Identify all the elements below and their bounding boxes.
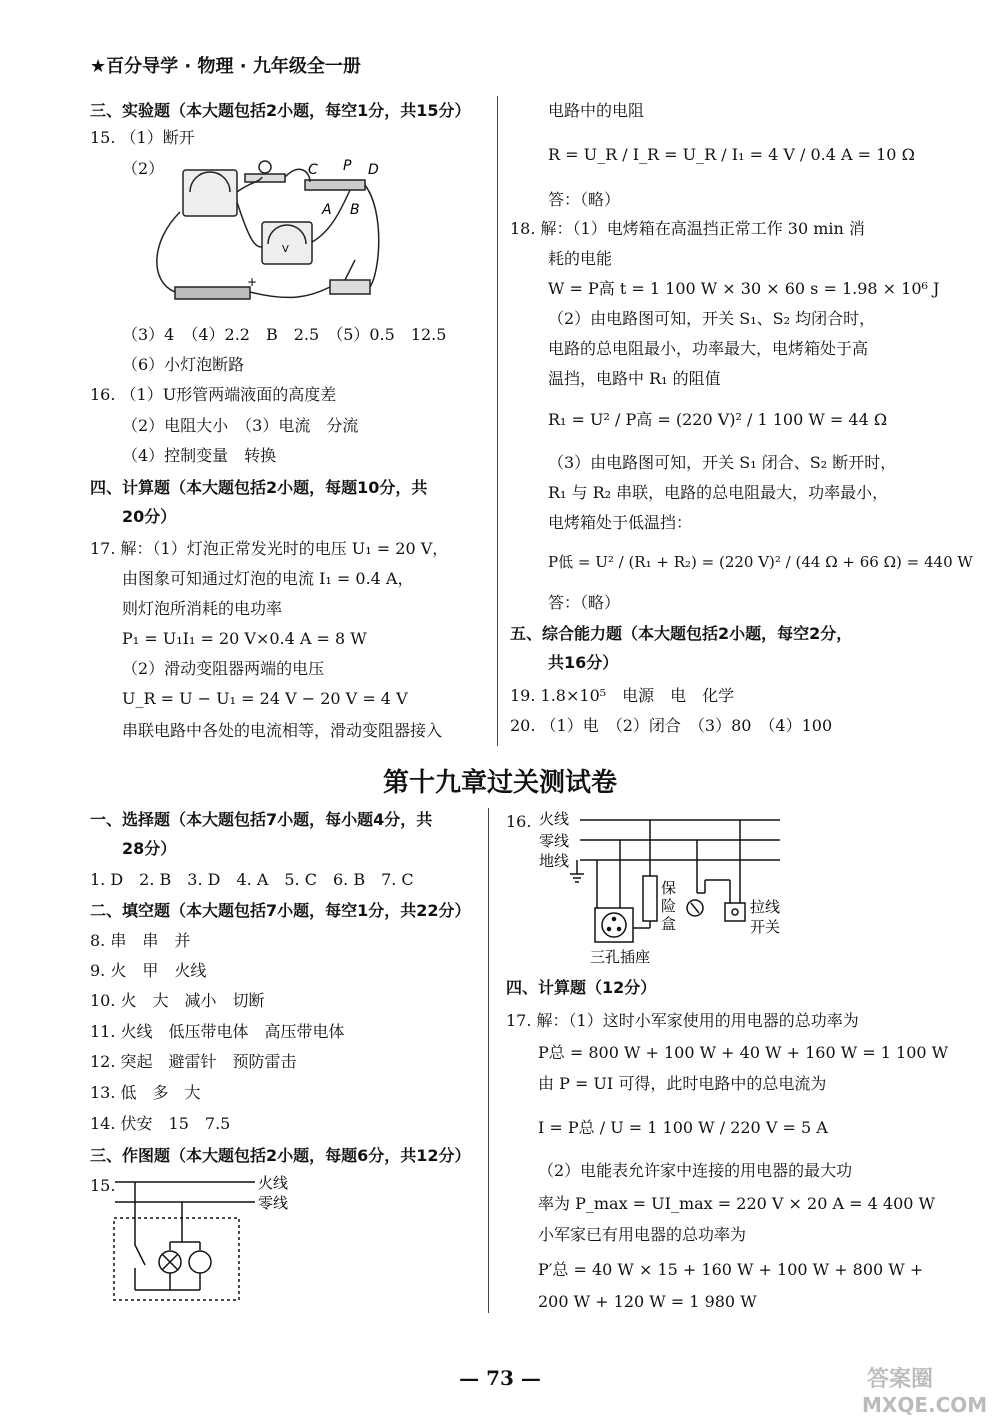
section-heading: 四、计算题（12分） xyxy=(506,978,657,997)
label-ground: 地线 xyxy=(539,852,570,870)
answer-line: （2）滑动变阻器两端的电压 xyxy=(122,659,325,678)
switch-icon xyxy=(135,1245,145,1265)
section-heading: 共16分） xyxy=(548,653,619,672)
formula-line: U_R = U − U₁ = 24 V − 20 V = 4 V xyxy=(122,689,408,708)
answer-line: 由图象可知通过灯泡的电流 I₁ = 0.4 A， xyxy=(122,569,414,588)
star-icon: ★ xyxy=(90,56,107,77)
label-a: A xyxy=(322,202,332,218)
label-c: C xyxy=(308,162,318,178)
answer-line: 答：（略） xyxy=(548,593,621,612)
column-divider xyxy=(488,808,489,1313)
column-divider xyxy=(497,96,498,746)
section-heading: 20分） xyxy=(122,507,177,526)
watermark-logo xyxy=(822,1362,992,1422)
formula-line: R = U_R / I_R = U_R / I₁ = 4 V / 0.4 A = 10 Ω xyxy=(548,145,915,164)
answer-line: 13. 低 多 大 xyxy=(90,1083,201,1102)
voltmeter-icon xyxy=(262,222,312,264)
answer-line: 串联电路中各处的电流相等，滑动变阻器接入 xyxy=(122,721,443,740)
answer-line: 则灯泡所消耗的电功率 xyxy=(122,599,283,618)
book-title: 百分导学 · 物理 · 九年级全一册 xyxy=(106,56,361,77)
answer-line: 电路的总电阻最小，功率最大，电烤箱处于高 xyxy=(548,339,869,358)
label-d: D xyxy=(368,162,379,178)
formula-line: P低 = U² / (R₁ + R₂) = (220 V)² / (44 Ω + 66 Ω) = 440 W xyxy=(548,553,973,571)
svg-text:答案圈: 答案圈 xyxy=(867,1367,934,1392)
answer-line: 温挡，电路中 R₁ 的阻值 xyxy=(548,369,721,388)
formula-line: P′总 = 40 W × 15 + 160 W + 100 W + 800 W + xyxy=(538,1260,924,1279)
section-heading: 28分） xyxy=(122,839,177,858)
label-socket: 三孔插座 xyxy=(590,948,651,966)
label-live: 火线 xyxy=(258,1174,289,1192)
answer-line: （3）由电路图可知，开关 S₁ 闭合、S₂ 断开时， xyxy=(548,453,897,472)
formula-line: P总 = 800 W + 100 W + 40 W + 160 W = 1 100 W xyxy=(538,1043,949,1062)
answer-line: 电路中的电阻 xyxy=(548,101,645,120)
socket-icon xyxy=(189,1251,211,1273)
answer-line: 20. （1）电 （2）闭合 （3）80 （4）100 xyxy=(510,716,833,735)
answer-line: 11. 火线 低压带电体 高压带电体 xyxy=(90,1022,345,1041)
page-header xyxy=(90,52,361,78)
formula-line: 率为 P_max = UI_max = 220 V × 20 A = 4 400 W xyxy=(538,1194,935,1213)
section-heading: 四、计算题（本大题包括2小题，每题10分，共 xyxy=(90,478,428,497)
label-b: B xyxy=(350,202,360,218)
answer-line: 1. D 2. B 3. D 4. A 5. C 6. B 7. C xyxy=(90,870,414,889)
svg-text:MXQE.COM: MXQE.COM xyxy=(862,1393,988,1417)
section-heading: 一、选择题（本大题包括7小题，每小题4分，共 xyxy=(90,810,433,829)
answer-line: （3）4 （4）2.2 B 2.5 （5）0.5 12.5 xyxy=(122,325,447,344)
answer-line: 小军家已有用电器的总功率为 xyxy=(538,1225,747,1244)
answer-line: （2）电能表允许家中连接的用电器的最大功 xyxy=(538,1161,853,1180)
answer-line: （2） xyxy=(122,159,165,178)
label-neutral: 零线 xyxy=(539,832,570,850)
ammeter-icon xyxy=(183,170,237,216)
answer-line: 耗的电能 xyxy=(548,249,613,268)
wiring-figure-15 xyxy=(110,1170,310,1305)
formula-line: W = P高 t = 1 100 W × 30 × 60 s = 1.98 × 10⁶ J xyxy=(548,279,940,298)
answer-line: 18. 解：（1）电烤箱在高温挡正常工作 30 min 消 xyxy=(510,219,865,238)
label-neutral: 零线 xyxy=(258,1194,289,1212)
answer-line: R₁ 与 R₂ 串联，电路的总电阻最大，功率最小， xyxy=(548,483,889,502)
formula-line: I = P总 / U = 1 100 W / 220 V = 5 A xyxy=(538,1118,828,1137)
formula-line: P₁ = U₁I₁ = 20 V×0.4 A = 8 W xyxy=(122,629,367,648)
label-v: V xyxy=(282,244,289,255)
answer-line: 9. 火 甲 火线 xyxy=(90,961,207,980)
answer-line: 12. 突起 避雷针 预防雷击 xyxy=(90,1052,297,1071)
circuit-figure-15 xyxy=(150,152,390,312)
section-heading: 三、作图题（本大题包括2小题，每题6分，共12分） xyxy=(90,1146,471,1165)
answer-line: 17. 解：（1）这时小军家使用的用电器的总功率为 xyxy=(506,1011,859,1030)
answer-line: （2）由电路图可知，开关 S₁、S₂ 均闭合时， xyxy=(548,309,876,328)
answer-line: 由 P = UI 可得，此时电路中的总电流为 xyxy=(538,1074,827,1093)
answer-line: 10. 火 大 减小 切断 xyxy=(90,991,265,1010)
chapter-title: 第十九章过关测试卷 xyxy=(382,768,617,798)
label-p: P xyxy=(343,158,352,174)
switch-icon xyxy=(330,280,370,294)
answer-line: 16. xyxy=(506,812,532,831)
wiring-figure-16 xyxy=(535,808,795,968)
answer-line: 15. （1）断开 xyxy=(90,128,195,147)
section-heading: 二、填空题（本大题包括7小题，每空1分，共22分） xyxy=(90,901,471,920)
label-live: 火线 xyxy=(539,810,570,828)
answer-line: 16. （1）U形管两端液面的高度差 xyxy=(90,385,337,404)
section-heading: 五、综合能力题（本大题包括2小题，每空2分， xyxy=(510,624,853,643)
battery-icon xyxy=(175,287,250,299)
section-heading: 三、实验题（本大题包括2小题，每空1分，共15分） xyxy=(90,101,471,120)
page-number: — 73 — xyxy=(459,1366,541,1390)
answer-line: （6）小灯泡断路 xyxy=(122,355,245,374)
answer-line: 8. 串 串 并 xyxy=(90,931,191,950)
label-fuse: 保险盒 xyxy=(661,879,677,933)
answer-line: 答：（略） xyxy=(548,190,621,209)
answer-line: （2）电阻大小 （3）电流 分流 xyxy=(122,416,359,435)
answer-line: 14. 伏安 15 7.5 xyxy=(90,1114,231,1133)
formula-line: 200 W + 120 W = 1 980 W xyxy=(538,1292,757,1311)
fuse-box-icon xyxy=(643,876,657,921)
answer-line: （4）控制变量 转换 xyxy=(122,446,277,465)
answer-line: 17. 解：（1）灯泡正常发光时的电压 U₁ = 20 V， xyxy=(90,539,449,558)
answer-line: 15. xyxy=(90,1176,116,1195)
bulb-icon xyxy=(259,161,271,173)
label-plus: + xyxy=(247,275,258,289)
answer-line: 19. 1.8×10⁵ 电源 电 化学 xyxy=(510,686,735,705)
answer-line: 电烤箱处于低温挡： xyxy=(548,513,693,532)
label-switch: 拉线开关 xyxy=(750,898,781,936)
formula-line: R₁ = U² / P高 = (220 V)² / 1 100 W = 44 Ω xyxy=(548,410,888,429)
rheostat-icon xyxy=(305,180,365,190)
pull-switch-icon xyxy=(725,903,745,921)
